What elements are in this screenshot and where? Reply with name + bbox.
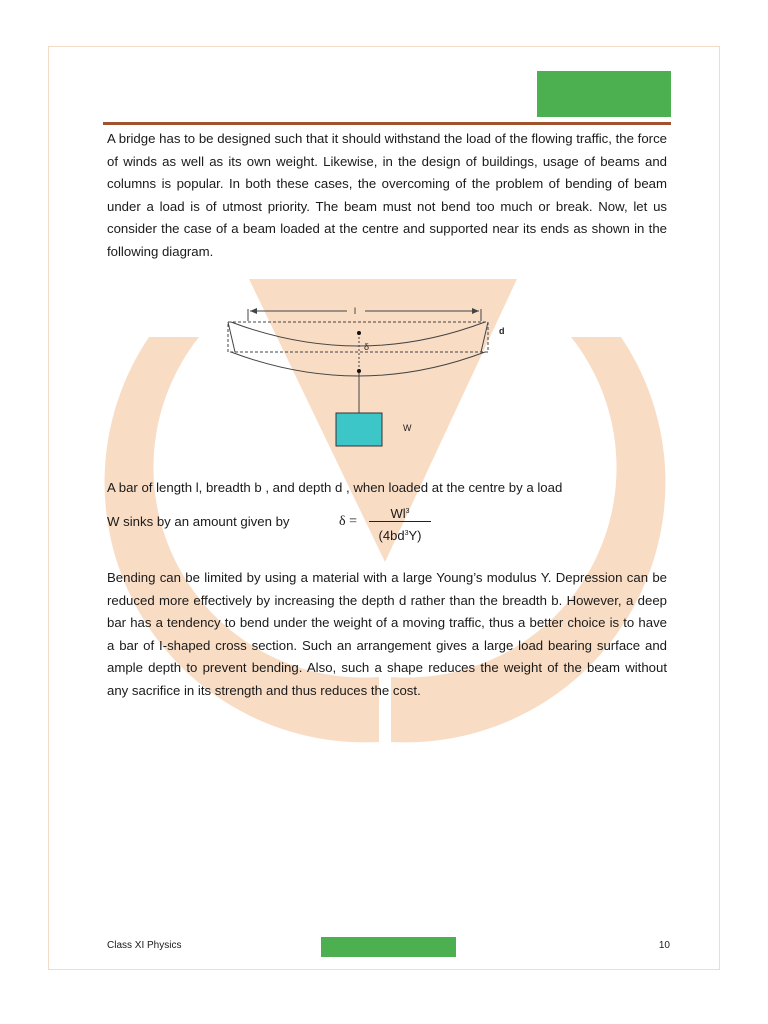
equation-lhs: δ = bbox=[339, 514, 357, 529]
equation-denominator: $(4bd^3Y)$ bbox=[378, 528, 422, 543]
equation-fraction bbox=[369, 503, 431, 544]
header-green-block bbox=[537, 71, 671, 117]
depression-label: δ bbox=[364, 342, 370, 352]
length-label: l bbox=[354, 306, 356, 316]
load-weight-block bbox=[336, 413, 382, 446]
equation-prefix: W sinks by an amount given by bbox=[107, 514, 290, 529]
weight-label: W bbox=[403, 423, 412, 433]
header-rule bbox=[103, 122, 671, 125]
depression-equation bbox=[107, 503, 667, 549]
beam-bending-diagram bbox=[223, 295, 523, 465]
bar-description-line: A bar of length l, breadth b , and depth d , when loaded at the centre by a load bbox=[107, 480, 563, 495]
depth-label: d bbox=[499, 326, 505, 336]
beam-original-outline bbox=[228, 322, 488, 352]
equation-numerator: Wl$^3$ bbox=[369, 503, 431, 522]
document-page bbox=[48, 46, 720, 970]
footer-page-number: 10 bbox=[658, 940, 670, 951]
footer-green-block bbox=[321, 937, 456, 957]
intro-paragraph: A bridge has to be designed such that it should withstand the load of the flowing traffic, the force of winds as well as its own weight. Likewise, in the design of buildings, usage of beams and columns is popular. In both these cases, the overcoming of the problem of bending of beam under a load is of utmost priority. The beam must not bend too much or break. Now, let us consider the case of a beam loaded at the centre and supported near its ends as shown in the following diagram. bbox=[107, 131, 667, 259]
bending-paragraph: Bending can be limited by using a material with a large Young’s modulus Y. Depression can be reduced more effectively by increasing the depth d rather than the breadth b. However, a deep bar has a tendency to bend under the weight of a moving traffic, thus a better choice is to have a bar of I-shaped cross section. Such an arrangement gives a large load bearing surface and ample depth to prevent bending. Also, such a shape reduces the weight of the beam without any sacrifice in its strength and thus reduces the cost. bbox=[107, 570, 667, 698]
footer-course-title: Class XI Physics bbox=[107, 940, 182, 951]
